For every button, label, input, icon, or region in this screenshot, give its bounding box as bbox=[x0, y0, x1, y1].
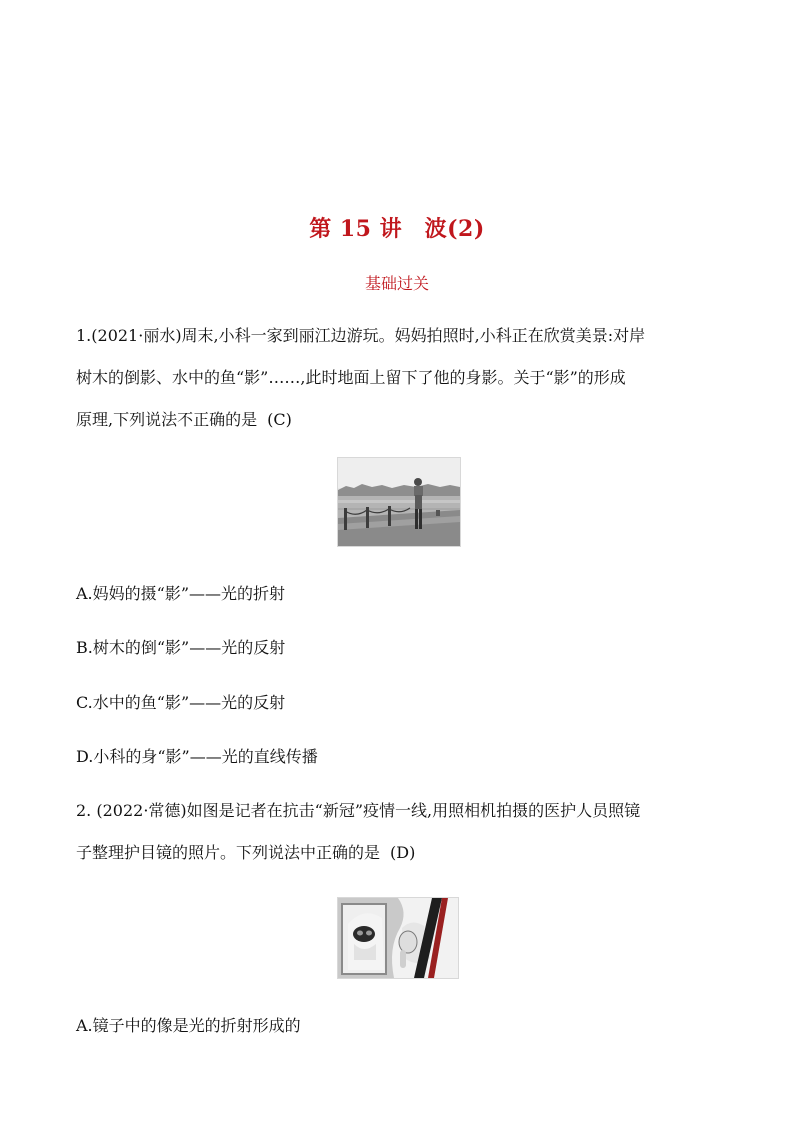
mirror-photo bbox=[337, 897, 459, 979]
question-2-option-a: A.镜子中的像是光的折射形成的 bbox=[76, 1016, 301, 1035]
section-heading: 基础过关 bbox=[364, 274, 429, 293]
question-2-line-2-text: 子整理护目镜的照片。下列说法中正确的是 bbox=[76, 843, 381, 862]
question-1-line-3 bbox=[76, 399, 721, 441]
question-1-option-a: A.妈妈的摄“影”——光的折射 bbox=[76, 584, 286, 603]
question-1-answer: (C) bbox=[267, 410, 292, 429]
page-title: 第 15 讲 波(2) bbox=[309, 216, 485, 242]
question-1-line-2: 树木的倒影、水中的鱼“影”……,此时地面上留下了他的身影。关于“影”的形成 bbox=[76, 368, 626, 387]
question-2-line-1: 2. (2022·常德)如图是记者在抗击“新冠”疫情一线,用照相机拍摄的医护人员照镜 bbox=[76, 801, 641, 820]
question-1-line-3-text: 原理,下列说法不正确的是 bbox=[76, 410, 258, 429]
question-1-text bbox=[76, 315, 721, 441]
question-1-option-d: D.小科的身“影”——光的直线传播 bbox=[76, 747, 318, 766]
question-1-line-1: 1.(2021·丽水)周末,小科一家到丽江边游玩。妈妈拍照时,小科正在欣赏美景:对岸 bbox=[76, 326, 646, 345]
question-1-option-c: C.水中的鱼“影”——光的反射 bbox=[76, 693, 286, 712]
question-2-line-2 bbox=[76, 832, 721, 874]
question-1-option-b: B.树木的倒“影”——光的反射 bbox=[76, 638, 286, 657]
question-2-text bbox=[76, 790, 721, 874]
lakeside-photo bbox=[337, 457, 461, 547]
question-2-answer: (D) bbox=[390, 843, 416, 862]
